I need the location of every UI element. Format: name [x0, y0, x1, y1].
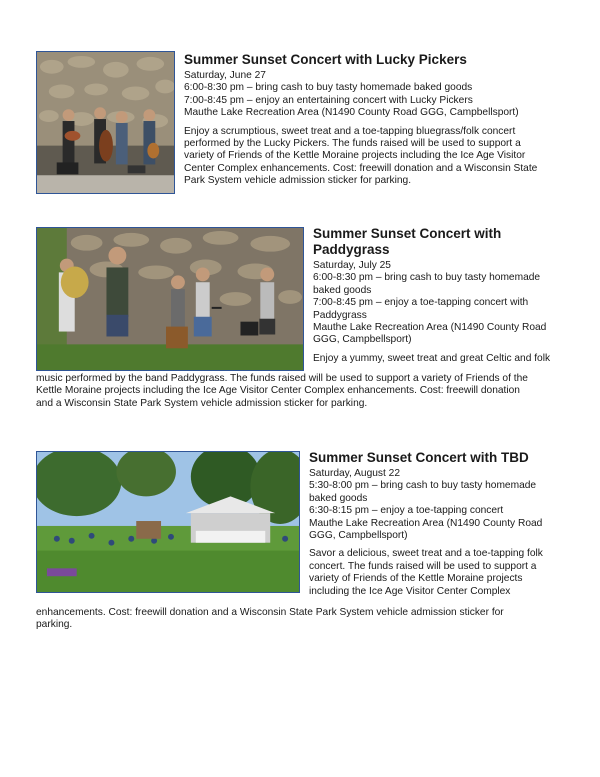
description-line: parking. [36, 619, 73, 631]
event-title-line: Summer Sunset Concert with [313, 226, 502, 241]
event-date: Saturday, August 22 [309, 468, 400, 479]
event-detail-line: baked goods [309, 492, 368, 504]
event-detail-line: 7:00-8:45 pm – enjoy a toe-tapping concert with [313, 297, 529, 309]
tbd-photo [36, 451, 300, 593]
description-line: Park System vehicle admission sticker for parking. [184, 175, 412, 187]
description-line: concert. The funds raised will be used to support a [309, 560, 537, 572]
lucky-pickers-photo [36, 51, 175, 194]
description-line: Enjoy a yummy, sweet treat and great Celtic and folk [313, 352, 551, 364]
event-description [36, 373, 566, 410]
description-line: enhancements. Cost: freewill donation and a Wisconsin State Park System vehicle admission sticker for [36, 607, 504, 618]
event-description [36, 607, 566, 632]
description-line: Enjoy a scrumptious, sweet treat and a toe-tapping bluegrass/folk concert [184, 125, 516, 137]
event-title: Summer Sunset Concert with Lucky Pickers [184, 52, 467, 67]
event-detail-line: 6:00-8:30 pm – bring cash to buy tasty homemade [313, 272, 541, 284]
event-date: Saturday, July 25 [313, 260, 391, 271]
description-line: variety of Friends of the Kettle Moraine projects including the Ice Age Visitor [184, 150, 526, 162]
event-time-bakery: 6:00-8:30 pm – bring cash to buy tasty homemade baked goods [184, 82, 473, 94]
event-detail-line: 6:30-8:15 pm – enjoy a toe-tapping concert [309, 505, 504, 517]
event-detail-line: Paddygrass [313, 309, 367, 321]
event-date: Saturday, June 27 [184, 70, 266, 81]
event-time-concert: 7:00-8:45 pm – enjoy an entertaining concert with Lucky Pickers [184, 94, 473, 106]
event-detail-line: GGG, Campbellsport) [309, 530, 408, 542]
event-description [184, 126, 564, 188]
description-line: variety of Friends of the Kettle Moraine projects [309, 573, 523, 585]
description-line: music performed by the band Paddygrass. The funds raised will be used to support a variety of Friends of the [36, 373, 528, 384]
description-line: including the Ice Age Visitor Center Complex [309, 585, 511, 597]
event-detail-line: GGG, Campbellsport) [313, 334, 412, 346]
event-detail-line: Mauthe Lake Recreation Area (N1490 County Road [309, 517, 543, 529]
paddygrass-photo [36, 227, 304, 371]
event-title: Summer Sunset Concert with TBD [309, 450, 529, 465]
description-line: Savor a delicious, sweet treat and a toe-tapping folk [309, 548, 543, 560]
event-title-line: Paddygrass [313, 242, 390, 257]
description-line: Kettle Moraine projects including the Ice Age Visitor Center Complex enhancements. Cost: freewill donation [36, 385, 520, 397]
event-detail-line: 5:30-8:00 pm – bring cash to buy tasty homemade [309, 480, 537, 492]
event-location: Mauthe Lake Recreation Area (N1490 County Road GGG, Campbellsport) [184, 107, 519, 119]
event-detail-line: Mauthe Lake Recreation Area (N1490 County Road [313, 322, 547, 334]
description-line: and a Wisconsin State Park System vehicle admission sticker for parking. [36, 397, 368, 409]
description-line: performed by the Lucky Pickers. The funds raised will be used to support a [184, 138, 521, 150]
description-line: Center Complex enhancements. Cost: freewill donation and a Wisconsin State [184, 162, 538, 174]
event-detail-line: baked goods [313, 284, 372, 296]
